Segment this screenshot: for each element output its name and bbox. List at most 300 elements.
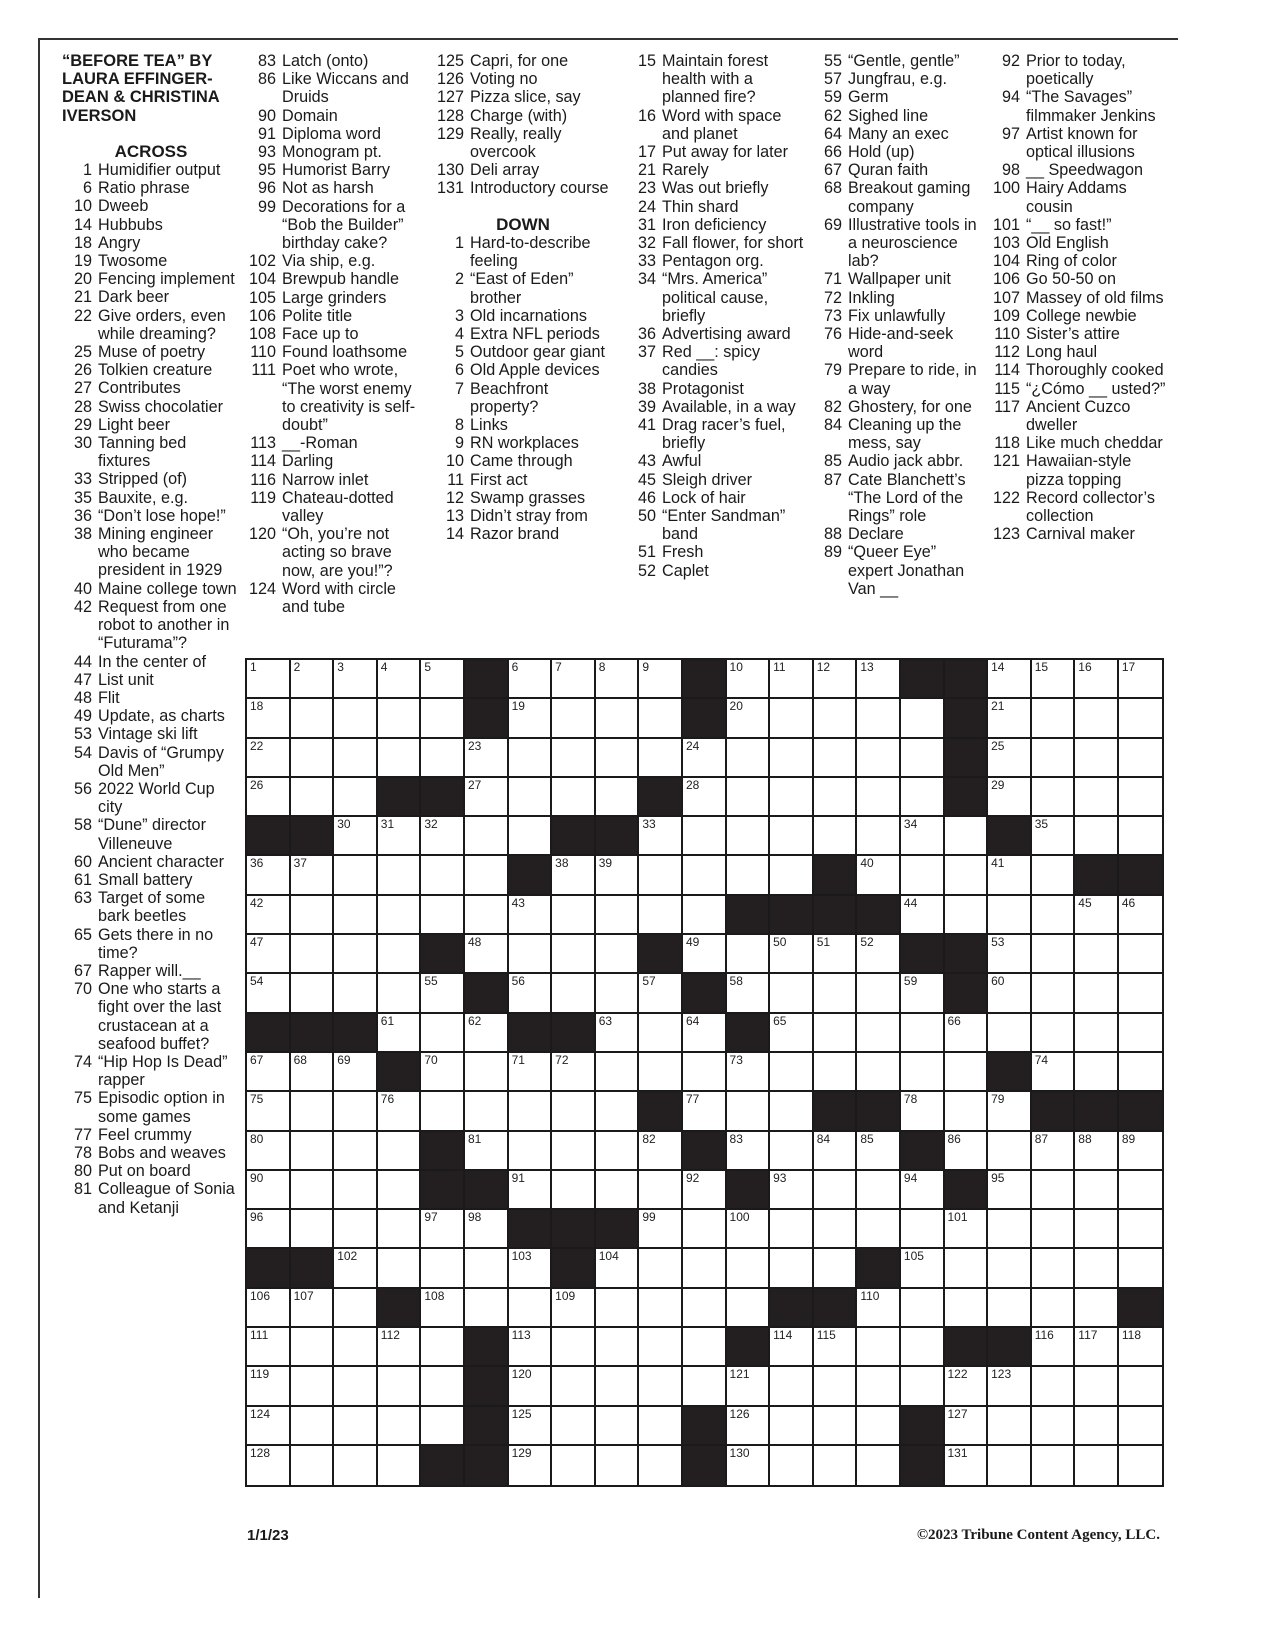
grid-cell[interactable] bbox=[945, 896, 989, 935]
grid-cell[interactable] bbox=[683, 1092, 727, 1131]
grid-cell[interactable] bbox=[814, 1014, 858, 1053]
grid-cell[interactable] bbox=[901, 1289, 945, 1328]
grid-cell[interactable] bbox=[988, 1210, 1032, 1249]
grid-cell[interactable] bbox=[683, 817, 727, 856]
grid-cell[interactable] bbox=[988, 1446, 1032, 1485]
grid-cell[interactable] bbox=[1075, 1328, 1119, 1367]
grid-cell[interactable] bbox=[421, 660, 465, 699]
grid-cell[interactable] bbox=[509, 1053, 553, 1092]
grid-cell[interactable] bbox=[945, 1132, 989, 1171]
grid-cell[interactable] bbox=[1075, 699, 1119, 738]
grid-cell[interactable] bbox=[1032, 856, 1076, 895]
grid-cell[interactable] bbox=[509, 1171, 553, 1210]
grid-cell[interactable] bbox=[291, 1328, 335, 1367]
grid-cell[interactable] bbox=[552, 778, 596, 817]
grid-cell[interactable] bbox=[596, 1132, 640, 1171]
grid-cell[interactable] bbox=[770, 1328, 814, 1367]
grid-cell[interactable] bbox=[1119, 1446, 1163, 1485]
grid-cell[interactable] bbox=[683, 1249, 727, 1288]
grid-cell[interactable] bbox=[770, 1249, 814, 1288]
grid-cell[interactable] bbox=[988, 1132, 1032, 1171]
grid-cell[interactable] bbox=[727, 1053, 771, 1092]
grid-cell[interactable] bbox=[1119, 660, 1163, 699]
grid-cell[interactable] bbox=[639, 1328, 683, 1367]
grid-cell[interactable] bbox=[552, 660, 596, 699]
grid-cell[interactable] bbox=[1032, 739, 1076, 778]
grid-cell[interactable] bbox=[334, 1249, 378, 1288]
grid-cell[interactable] bbox=[1075, 1171, 1119, 1210]
grid-cell[interactable] bbox=[247, 1328, 291, 1367]
grid-cell[interactable] bbox=[1075, 974, 1119, 1013]
grid-cell[interactable] bbox=[1119, 699, 1163, 738]
grid-cell[interactable] bbox=[421, 1289, 465, 1328]
grid-cell[interactable] bbox=[683, 1328, 727, 1367]
grid-cell[interactable] bbox=[509, 1249, 553, 1288]
grid-cell[interactable] bbox=[465, 856, 509, 895]
grid-cell[interactable] bbox=[378, 739, 422, 778]
grid-cell[interactable] bbox=[727, 1446, 771, 1485]
grid-cell[interactable] bbox=[1032, 778, 1076, 817]
grid-cell[interactable] bbox=[901, 739, 945, 778]
grid-cell[interactable] bbox=[639, 1132, 683, 1171]
grid-cell[interactable] bbox=[509, 1367, 553, 1406]
grid-cell[interactable] bbox=[901, 817, 945, 856]
grid-cell[interactable] bbox=[814, 739, 858, 778]
grid-cell[interactable] bbox=[1032, 1210, 1076, 1249]
grid-cell[interactable] bbox=[857, 1328, 901, 1367]
grid-cell[interactable] bbox=[1119, 1014, 1163, 1053]
grid-cell[interactable] bbox=[770, 660, 814, 699]
grid-cell[interactable] bbox=[770, 1132, 814, 1171]
grid-cell[interactable] bbox=[509, 1289, 553, 1328]
grid-cell[interactable] bbox=[988, 1407, 1032, 1446]
grid-cell[interactable] bbox=[465, 1132, 509, 1171]
grid-cell[interactable] bbox=[247, 699, 291, 738]
grid-cell[interactable] bbox=[988, 660, 1032, 699]
grid-cell[interactable] bbox=[465, 1092, 509, 1131]
grid-cell[interactable] bbox=[814, 1171, 858, 1210]
grid-cell[interactable] bbox=[421, 1367, 465, 1406]
grid-cell[interactable] bbox=[945, 1053, 989, 1092]
grid-cell[interactable] bbox=[1075, 660, 1119, 699]
grid-cell[interactable] bbox=[1032, 1289, 1076, 1328]
grid-cell[interactable] bbox=[727, 935, 771, 974]
grid-cell[interactable] bbox=[291, 778, 335, 817]
grid-cell[interactable] bbox=[552, 1367, 596, 1406]
grid-cell[interactable] bbox=[291, 974, 335, 1013]
grid-cell[interactable] bbox=[901, 974, 945, 1013]
grid-cell[interactable] bbox=[639, 1210, 683, 1249]
grid-cell[interactable] bbox=[857, 1053, 901, 1092]
grid-cell[interactable] bbox=[770, 1367, 814, 1406]
grid-cell[interactable] bbox=[901, 1210, 945, 1249]
grid-cell[interactable] bbox=[727, 1132, 771, 1171]
grid-cell[interactable] bbox=[1032, 935, 1076, 974]
grid-cell[interactable] bbox=[814, 778, 858, 817]
grid-cell[interactable] bbox=[727, 699, 771, 738]
grid-cell[interactable] bbox=[770, 856, 814, 895]
grid-cell[interactable] bbox=[988, 1289, 1032, 1328]
grid-cell[interactable] bbox=[639, 1014, 683, 1053]
grid-cell[interactable] bbox=[901, 856, 945, 895]
grid-cell[interactable] bbox=[596, 1053, 640, 1092]
grid-cell[interactable] bbox=[334, 896, 378, 935]
grid-cell[interactable] bbox=[378, 1171, 422, 1210]
grid-cell[interactable] bbox=[291, 1210, 335, 1249]
grid-cell[interactable] bbox=[247, 1446, 291, 1485]
grid-cell[interactable] bbox=[596, 1249, 640, 1288]
grid-cell[interactable] bbox=[857, 1210, 901, 1249]
grid-cell[interactable] bbox=[1032, 896, 1076, 935]
grid-cell[interactable] bbox=[988, 778, 1032, 817]
grid-cell[interactable] bbox=[901, 1328, 945, 1367]
grid-cell[interactable] bbox=[247, 1210, 291, 1249]
grid-cell[interactable] bbox=[1075, 1132, 1119, 1171]
grid-cell[interactable] bbox=[1075, 1446, 1119, 1485]
grid-cell[interactable] bbox=[596, 974, 640, 1013]
grid-cell[interactable] bbox=[465, 1053, 509, 1092]
grid-cell[interactable] bbox=[552, 1171, 596, 1210]
grid-cell[interactable] bbox=[334, 1132, 378, 1171]
grid-cell[interactable] bbox=[291, 1289, 335, 1328]
grid-cell[interactable] bbox=[945, 817, 989, 856]
grid-cell[interactable] bbox=[1075, 1014, 1119, 1053]
grid-cell[interactable] bbox=[814, 974, 858, 1013]
grid-cell[interactable] bbox=[770, 778, 814, 817]
grid-cell[interactable] bbox=[1032, 1446, 1076, 1485]
grid-cell[interactable] bbox=[814, 1367, 858, 1406]
grid-cell[interactable] bbox=[465, 817, 509, 856]
grid-cell[interactable] bbox=[596, 1328, 640, 1367]
grid-cell[interactable] bbox=[1032, 1328, 1076, 1367]
grid-cell[interactable] bbox=[988, 974, 1032, 1013]
grid-cell[interactable] bbox=[596, 660, 640, 699]
grid-cell[interactable] bbox=[247, 1289, 291, 1328]
grid-cell[interactable] bbox=[770, 1053, 814, 1092]
grid-cell[interactable] bbox=[509, 1328, 553, 1367]
grid-cell[interactable] bbox=[334, 699, 378, 738]
grid-cell[interactable] bbox=[378, 1132, 422, 1171]
grid-cell[interactable] bbox=[552, 896, 596, 935]
grid-cell[interactable] bbox=[334, 935, 378, 974]
grid-cell[interactable] bbox=[596, 1014, 640, 1053]
grid-cell[interactable] bbox=[814, 660, 858, 699]
grid-cell[interactable] bbox=[683, 778, 727, 817]
grid-cell[interactable] bbox=[683, 1171, 727, 1210]
grid-cell[interactable] bbox=[857, 1407, 901, 1446]
grid-cell[interactable] bbox=[378, 1092, 422, 1131]
grid-cell[interactable] bbox=[857, 1367, 901, 1406]
grid-cell[interactable] bbox=[770, 699, 814, 738]
grid-cell[interactable] bbox=[509, 660, 553, 699]
grid-cell[interactable] bbox=[857, 699, 901, 738]
grid-cell[interactable] bbox=[727, 974, 771, 1013]
grid-cell[interactable] bbox=[421, 974, 465, 1013]
grid-cell[interactable] bbox=[1075, 896, 1119, 935]
grid-cell[interactable] bbox=[596, 1289, 640, 1328]
grid-cell[interactable] bbox=[901, 1053, 945, 1092]
grid-cell[interactable] bbox=[814, 1446, 858, 1485]
grid-cell[interactable] bbox=[945, 1014, 989, 1053]
grid-cell[interactable] bbox=[1119, 1407, 1163, 1446]
grid-cell[interactable] bbox=[901, 1171, 945, 1210]
grid-cell[interactable] bbox=[639, 739, 683, 778]
grid-cell[interactable] bbox=[857, 1132, 901, 1171]
grid-cell[interactable] bbox=[1119, 1249, 1163, 1288]
grid-cell[interactable] bbox=[814, 1210, 858, 1249]
grid-cell[interactable] bbox=[683, 1289, 727, 1328]
grid-cell[interactable] bbox=[988, 699, 1032, 738]
grid-cell[interactable] bbox=[334, 1171, 378, 1210]
grid-cell[interactable] bbox=[378, 1407, 422, 1446]
grid-cell[interactable] bbox=[945, 1407, 989, 1446]
grid-cell[interactable] bbox=[1119, 739, 1163, 778]
grid-cell[interactable] bbox=[247, 896, 291, 935]
grid-cell[interactable] bbox=[509, 974, 553, 1013]
grid-cell[interactable] bbox=[334, 739, 378, 778]
grid-cell[interactable] bbox=[291, 1446, 335, 1485]
grid-cell[interactable] bbox=[465, 778, 509, 817]
grid-cell[interactable] bbox=[465, 1014, 509, 1053]
grid-cell[interactable] bbox=[901, 1367, 945, 1406]
grid-cell[interactable] bbox=[1119, 817, 1163, 856]
grid-cell[interactable] bbox=[334, 1092, 378, 1131]
grid-cell[interactable] bbox=[988, 1014, 1032, 1053]
grid-cell[interactable] bbox=[509, 935, 553, 974]
grid-cell[interactable] bbox=[727, 1249, 771, 1288]
grid-cell[interactable] bbox=[988, 1367, 1032, 1406]
grid-cell[interactable] bbox=[639, 974, 683, 1013]
grid-cell[interactable] bbox=[1075, 935, 1119, 974]
grid-cell[interactable] bbox=[945, 1092, 989, 1131]
grid-cell[interactable] bbox=[639, 660, 683, 699]
grid-cell[interactable] bbox=[945, 1446, 989, 1485]
grid-cell[interactable] bbox=[639, 1446, 683, 1485]
grid-cell[interactable] bbox=[945, 1367, 989, 1406]
grid-cell[interactable] bbox=[1032, 660, 1076, 699]
grid-cell[interactable] bbox=[291, 856, 335, 895]
grid-cell[interactable] bbox=[1119, 1053, 1163, 1092]
grid-cell[interactable] bbox=[639, 1407, 683, 1446]
grid-cell[interactable] bbox=[857, 1289, 901, 1328]
grid-cell[interactable] bbox=[421, 1210, 465, 1249]
grid-cell[interactable] bbox=[334, 856, 378, 895]
grid-cell[interactable] bbox=[378, 1210, 422, 1249]
grid-cell[interactable] bbox=[247, 1053, 291, 1092]
grid-cell[interactable] bbox=[421, 856, 465, 895]
grid-cell[interactable] bbox=[465, 896, 509, 935]
grid-cell[interactable] bbox=[639, 856, 683, 895]
grid-cell[interactable] bbox=[639, 896, 683, 935]
grid-cell[interactable] bbox=[683, 1367, 727, 1406]
grid-cell[interactable] bbox=[247, 1171, 291, 1210]
grid-cell[interactable] bbox=[1119, 1367, 1163, 1406]
grid-cell[interactable] bbox=[683, 1053, 727, 1092]
grid-cell[interactable] bbox=[552, 1132, 596, 1171]
grid-cell[interactable] bbox=[988, 896, 1032, 935]
grid-cell[interactable] bbox=[334, 817, 378, 856]
grid-cell[interactable] bbox=[421, 1014, 465, 1053]
grid-cell[interactable] bbox=[901, 699, 945, 738]
grid-cell[interactable] bbox=[465, 1249, 509, 1288]
grid-cell[interactable] bbox=[1075, 1289, 1119, 1328]
grid-cell[interactable] bbox=[378, 1328, 422, 1367]
grid-cell[interactable] bbox=[901, 778, 945, 817]
grid-cell[interactable] bbox=[421, 896, 465, 935]
grid-cell[interactable] bbox=[291, 1092, 335, 1131]
grid-cell[interactable] bbox=[552, 1407, 596, 1446]
grid-cell[interactable] bbox=[509, 739, 553, 778]
grid-cell[interactable] bbox=[247, 935, 291, 974]
grid-cell[interactable] bbox=[465, 739, 509, 778]
grid-cell[interactable] bbox=[596, 778, 640, 817]
grid-cell[interactable] bbox=[901, 896, 945, 935]
grid-cell[interactable] bbox=[857, 739, 901, 778]
grid-cell[interactable] bbox=[1075, 778, 1119, 817]
grid-cell[interactable] bbox=[596, 1367, 640, 1406]
grid-cell[interactable] bbox=[901, 1092, 945, 1131]
grid-cell[interactable] bbox=[814, 817, 858, 856]
grid-cell[interactable] bbox=[945, 1210, 989, 1249]
grid-cell[interactable] bbox=[1075, 1053, 1119, 1092]
grid-cell[interactable] bbox=[727, 1367, 771, 1406]
grid-cell[interactable] bbox=[988, 935, 1032, 974]
grid-cell[interactable] bbox=[334, 778, 378, 817]
grid-cell[interactable] bbox=[1032, 1132, 1076, 1171]
grid-cell[interactable] bbox=[334, 1053, 378, 1092]
grid-cell[interactable] bbox=[857, 817, 901, 856]
grid-cell[interactable] bbox=[509, 699, 553, 738]
grid-cell[interactable] bbox=[596, 896, 640, 935]
grid-cell[interactable] bbox=[596, 1171, 640, 1210]
grid-cell[interactable] bbox=[1119, 896, 1163, 935]
grid-cell[interactable] bbox=[421, 699, 465, 738]
grid-cell[interactable] bbox=[1032, 699, 1076, 738]
grid-cell[interactable] bbox=[378, 974, 422, 1013]
grid-cell[interactable] bbox=[509, 778, 553, 817]
grid-cell[interactable] bbox=[509, 896, 553, 935]
grid-cell[interactable] bbox=[552, 974, 596, 1013]
grid-cell[interactable] bbox=[901, 1014, 945, 1053]
grid-cell[interactable] bbox=[770, 739, 814, 778]
grid-cell[interactable] bbox=[596, 935, 640, 974]
grid-cell[interactable] bbox=[334, 1289, 378, 1328]
grid-cell[interactable] bbox=[988, 1092, 1032, 1131]
grid-cell[interactable] bbox=[596, 699, 640, 738]
grid-cell[interactable] bbox=[552, 1053, 596, 1092]
grid-cell[interactable] bbox=[552, 1328, 596, 1367]
grid-cell[interactable] bbox=[770, 1014, 814, 1053]
grid-cell[interactable] bbox=[770, 1210, 814, 1249]
grid-cell[interactable] bbox=[639, 1249, 683, 1288]
grid-cell[interactable] bbox=[814, 1053, 858, 1092]
grid-cell[interactable] bbox=[421, 1053, 465, 1092]
grid-cell[interactable] bbox=[291, 660, 335, 699]
grid-cell[interactable] bbox=[509, 1407, 553, 1446]
grid-cell[interactable] bbox=[552, 1092, 596, 1131]
grid-cell[interactable] bbox=[378, 817, 422, 856]
grid-cell[interactable] bbox=[1032, 1171, 1076, 1210]
grid-cell[interactable] bbox=[378, 856, 422, 895]
grid-cell[interactable] bbox=[465, 1289, 509, 1328]
grid-cell[interactable] bbox=[247, 1367, 291, 1406]
grid-cell[interactable] bbox=[378, 699, 422, 738]
grid-cell[interactable] bbox=[1032, 1407, 1076, 1446]
grid-cell[interactable] bbox=[639, 1053, 683, 1092]
grid-cell[interactable] bbox=[596, 1446, 640, 1485]
grid-cell[interactable] bbox=[988, 739, 1032, 778]
grid-cell[interactable] bbox=[727, 1092, 771, 1131]
grid-cell[interactable] bbox=[727, 778, 771, 817]
grid-cell[interactable] bbox=[378, 1446, 422, 1485]
grid-cell[interactable] bbox=[770, 1407, 814, 1446]
grid-cell[interactable] bbox=[334, 974, 378, 1013]
grid-cell[interactable] bbox=[378, 1367, 422, 1406]
grid-cell[interactable] bbox=[378, 1014, 422, 1053]
grid-cell[interactable] bbox=[1075, 1249, 1119, 1288]
grid-cell[interactable] bbox=[639, 1367, 683, 1406]
grid-cell[interactable] bbox=[1032, 1367, 1076, 1406]
grid-cell[interactable] bbox=[639, 1171, 683, 1210]
grid-cell[interactable] bbox=[509, 1092, 553, 1131]
grid-cell[interactable] bbox=[857, 778, 901, 817]
grid-cell[interactable] bbox=[1075, 1210, 1119, 1249]
grid-cell[interactable] bbox=[1032, 1249, 1076, 1288]
grid-cell[interactable] bbox=[727, 817, 771, 856]
grid-cell[interactable] bbox=[1032, 1014, 1076, 1053]
grid-cell[interactable] bbox=[857, 974, 901, 1013]
grid-cell[interactable] bbox=[683, 935, 727, 974]
grid-cell[interactable] bbox=[1119, 778, 1163, 817]
grid-cell[interactable] bbox=[857, 856, 901, 895]
grid-cell[interactable] bbox=[247, 1132, 291, 1171]
grid-cell[interactable] bbox=[770, 817, 814, 856]
grid-cell[interactable] bbox=[1119, 1171, 1163, 1210]
grid-cell[interactable] bbox=[988, 1249, 1032, 1288]
grid-cell[interactable] bbox=[378, 935, 422, 974]
grid-cell[interactable] bbox=[683, 856, 727, 895]
grid-cell[interactable] bbox=[770, 974, 814, 1013]
grid-cell[interactable] bbox=[639, 1289, 683, 1328]
grid-cell[interactable] bbox=[421, 1328, 465, 1367]
grid-cell[interactable] bbox=[901, 1249, 945, 1288]
grid-cell[interactable] bbox=[465, 1210, 509, 1249]
grid-cell[interactable] bbox=[247, 778, 291, 817]
grid-cell[interactable] bbox=[1119, 974, 1163, 1013]
grid-cell[interactable] bbox=[291, 935, 335, 974]
grid-cell[interactable] bbox=[639, 817, 683, 856]
grid-cell[interactable] bbox=[552, 935, 596, 974]
grid-cell[interactable] bbox=[727, 1210, 771, 1249]
grid-cell[interactable] bbox=[814, 699, 858, 738]
grid-cell[interactable] bbox=[1075, 1407, 1119, 1446]
grid-cell[interactable] bbox=[1075, 817, 1119, 856]
grid-cell[interactable] bbox=[1119, 1132, 1163, 1171]
grid-cell[interactable] bbox=[857, 1446, 901, 1485]
grid-cell[interactable] bbox=[378, 896, 422, 935]
grid-cell[interactable] bbox=[552, 699, 596, 738]
grid-cell[interactable] bbox=[770, 1171, 814, 1210]
grid-cell[interactable] bbox=[639, 699, 683, 738]
grid-cell[interactable] bbox=[727, 856, 771, 895]
grid-cell[interactable] bbox=[857, 1014, 901, 1053]
grid-cell[interactable] bbox=[596, 739, 640, 778]
grid-cell[interactable] bbox=[857, 935, 901, 974]
grid-cell[interactable] bbox=[247, 1092, 291, 1131]
grid-cell[interactable] bbox=[945, 1289, 989, 1328]
grid-cell[interactable] bbox=[291, 1171, 335, 1210]
grid-cell[interactable] bbox=[988, 856, 1032, 895]
